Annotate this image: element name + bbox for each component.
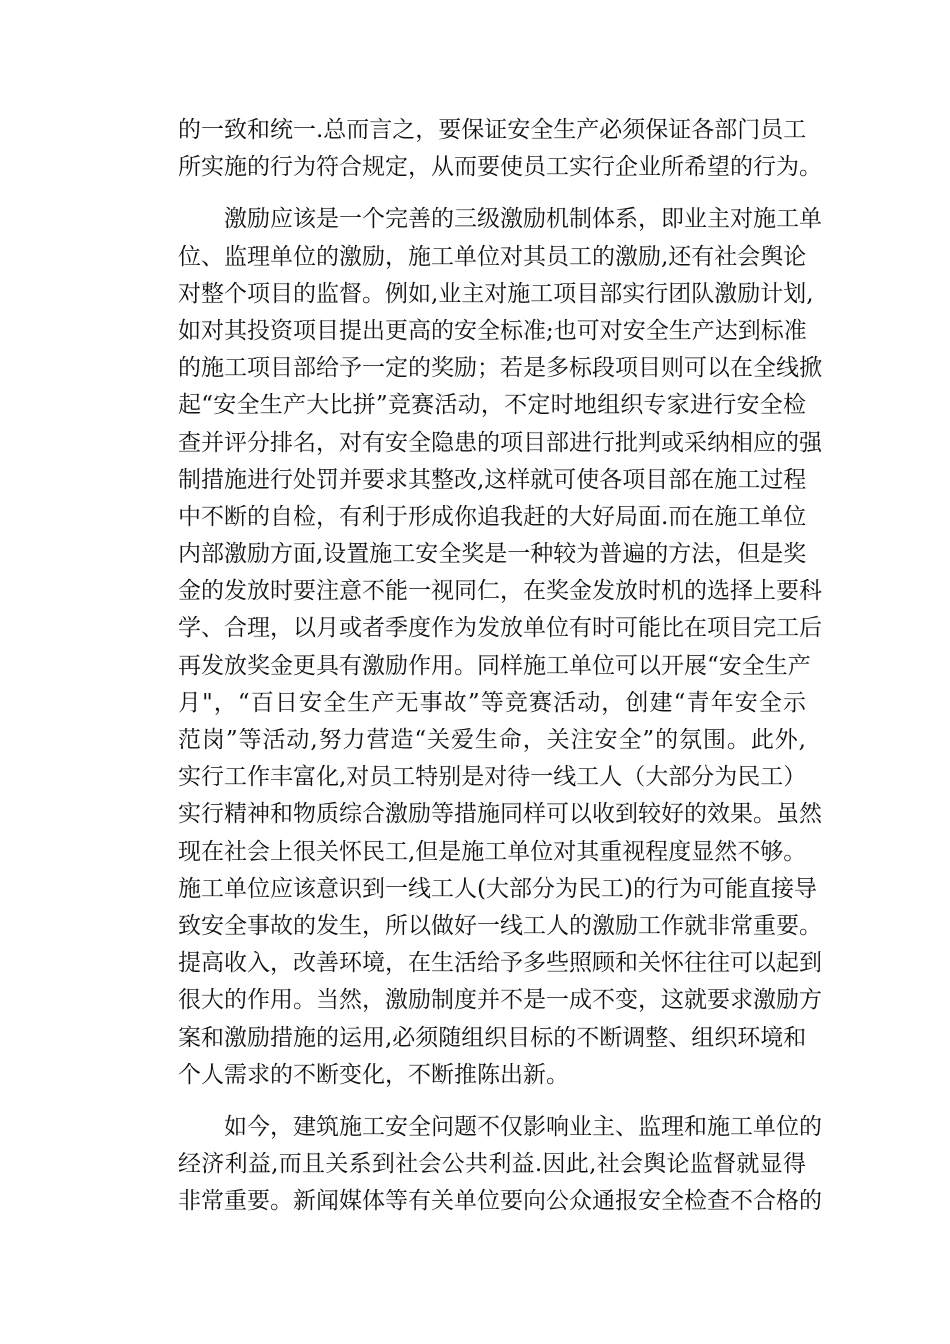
text-line: 范岗”等活动,努力营造“关爱生命，关注安全”的氛围。此外, (178, 727, 806, 753)
text-line: 实行工作丰富化,对员工特别是对待一线工人（大部分为民工） (178, 764, 807, 791)
text-line: 现在社会上很关怀民工,但是施工单位对其重视程度显然不够。 (178, 838, 807, 865)
text-line: 非常重要。新闻媒体等有关单位要向公众通报安全检查不合格的 (178, 1188, 822, 1215)
text-line: 经济利益,而且关系到社会公共利益.因此,社会舆论监督就显得 (178, 1151, 806, 1178)
text-line: 如今，建筑施工安全问题不仅影响业主、监理和施工单位的 (224, 1113, 822, 1140)
paragraph-1 (178, 112, 822, 186)
text-line: 个人需求的不断变化，不断推陈出新。 (178, 1061, 569, 1088)
text-line: 致安全事故的发生，所以做好一线工人的激励工作就非常重要。 (178, 912, 822, 939)
text-line: 实行精神和物质综合激励等措施同样可以收到较好的效果。虽然 (178, 801, 822, 828)
text-line: 案和激励措施的运用,必须随组织目标的不断调整、组织环境和 (178, 1024, 807, 1051)
text-line: 查并评分排名，对有安全隐患的项目部进行批判或采纳相应的强 (178, 429, 822, 456)
text-line: 的施工项目部给予一定的奖励；若是多标段项目则可以在全线掀 (178, 355, 822, 382)
document-body (178, 112, 822, 1220)
paragraph-3 (178, 1109, 822, 1221)
text-line: 施工单位应该意识到一线工人(大部分为民工)的行为可能直接导 (178, 875, 817, 902)
text-line: 的一致和统一.总而言之，要保证安全生产必须保证各部门员工 (178, 117, 807, 143)
text-line: 月"，“百日安全生产无事故”等竞赛活动，创建“青年安全示 (178, 689, 806, 716)
text-line: 位、监理单位的激励，施工单位对其员工的激励,还有社会舆论 (178, 243, 807, 270)
text-line: 再发放奖金更具有激励作用。同样施工单位可以开展“安全生产 (178, 652, 811, 679)
text-line: 很大的作用。当然，激励制度并不是一成不变，这就要求激励方 (178, 987, 822, 1014)
text-line: 所实施的行为符合规定，从而要使员工实行企业所希望的行为。 (178, 154, 822, 181)
text-line: 中不断的自检，有利于形成你追我赶的大好局面.而在施工单位 (178, 503, 807, 530)
text-line: 起“安全生产大比拼”竞赛活动，不定时地组织专家进行安全检 (178, 392, 806, 419)
paragraph-gap (178, 1094, 806, 1109)
text-line: 金的发放时要注意不能一视同仁，在奖金发放时机的选择上要科 (178, 578, 822, 605)
text-line: 对整个项目的监督。例如,业主对施工项目部实行团队激励计划, (178, 280, 814, 307)
text-line: 内部激励方面,设置施工安全奖是一种较为普遍的方法，但是奖 (178, 541, 807, 568)
text-line: 学、合理，以月或者季度作为发放单位有时可能比在项目完工后 (178, 615, 822, 642)
text-line: 制措施进行处罚并要求其整改,这样就可使各项目部在施工过程 (178, 466, 807, 493)
text-line: 提高收入，改善环境，在生活给予多些照顾和关怀往往可以起到 (178, 950, 822, 977)
text-line: 如对其投资项目提出更高的安全标准;也可对安全生产达到标准 (178, 317, 807, 344)
text-line: 激励应该是一个完善的三级激励机制体系，即业主对施工单 (224, 206, 822, 233)
paragraph-2 (178, 201, 822, 1094)
paragraph-gap (178, 186, 806, 201)
